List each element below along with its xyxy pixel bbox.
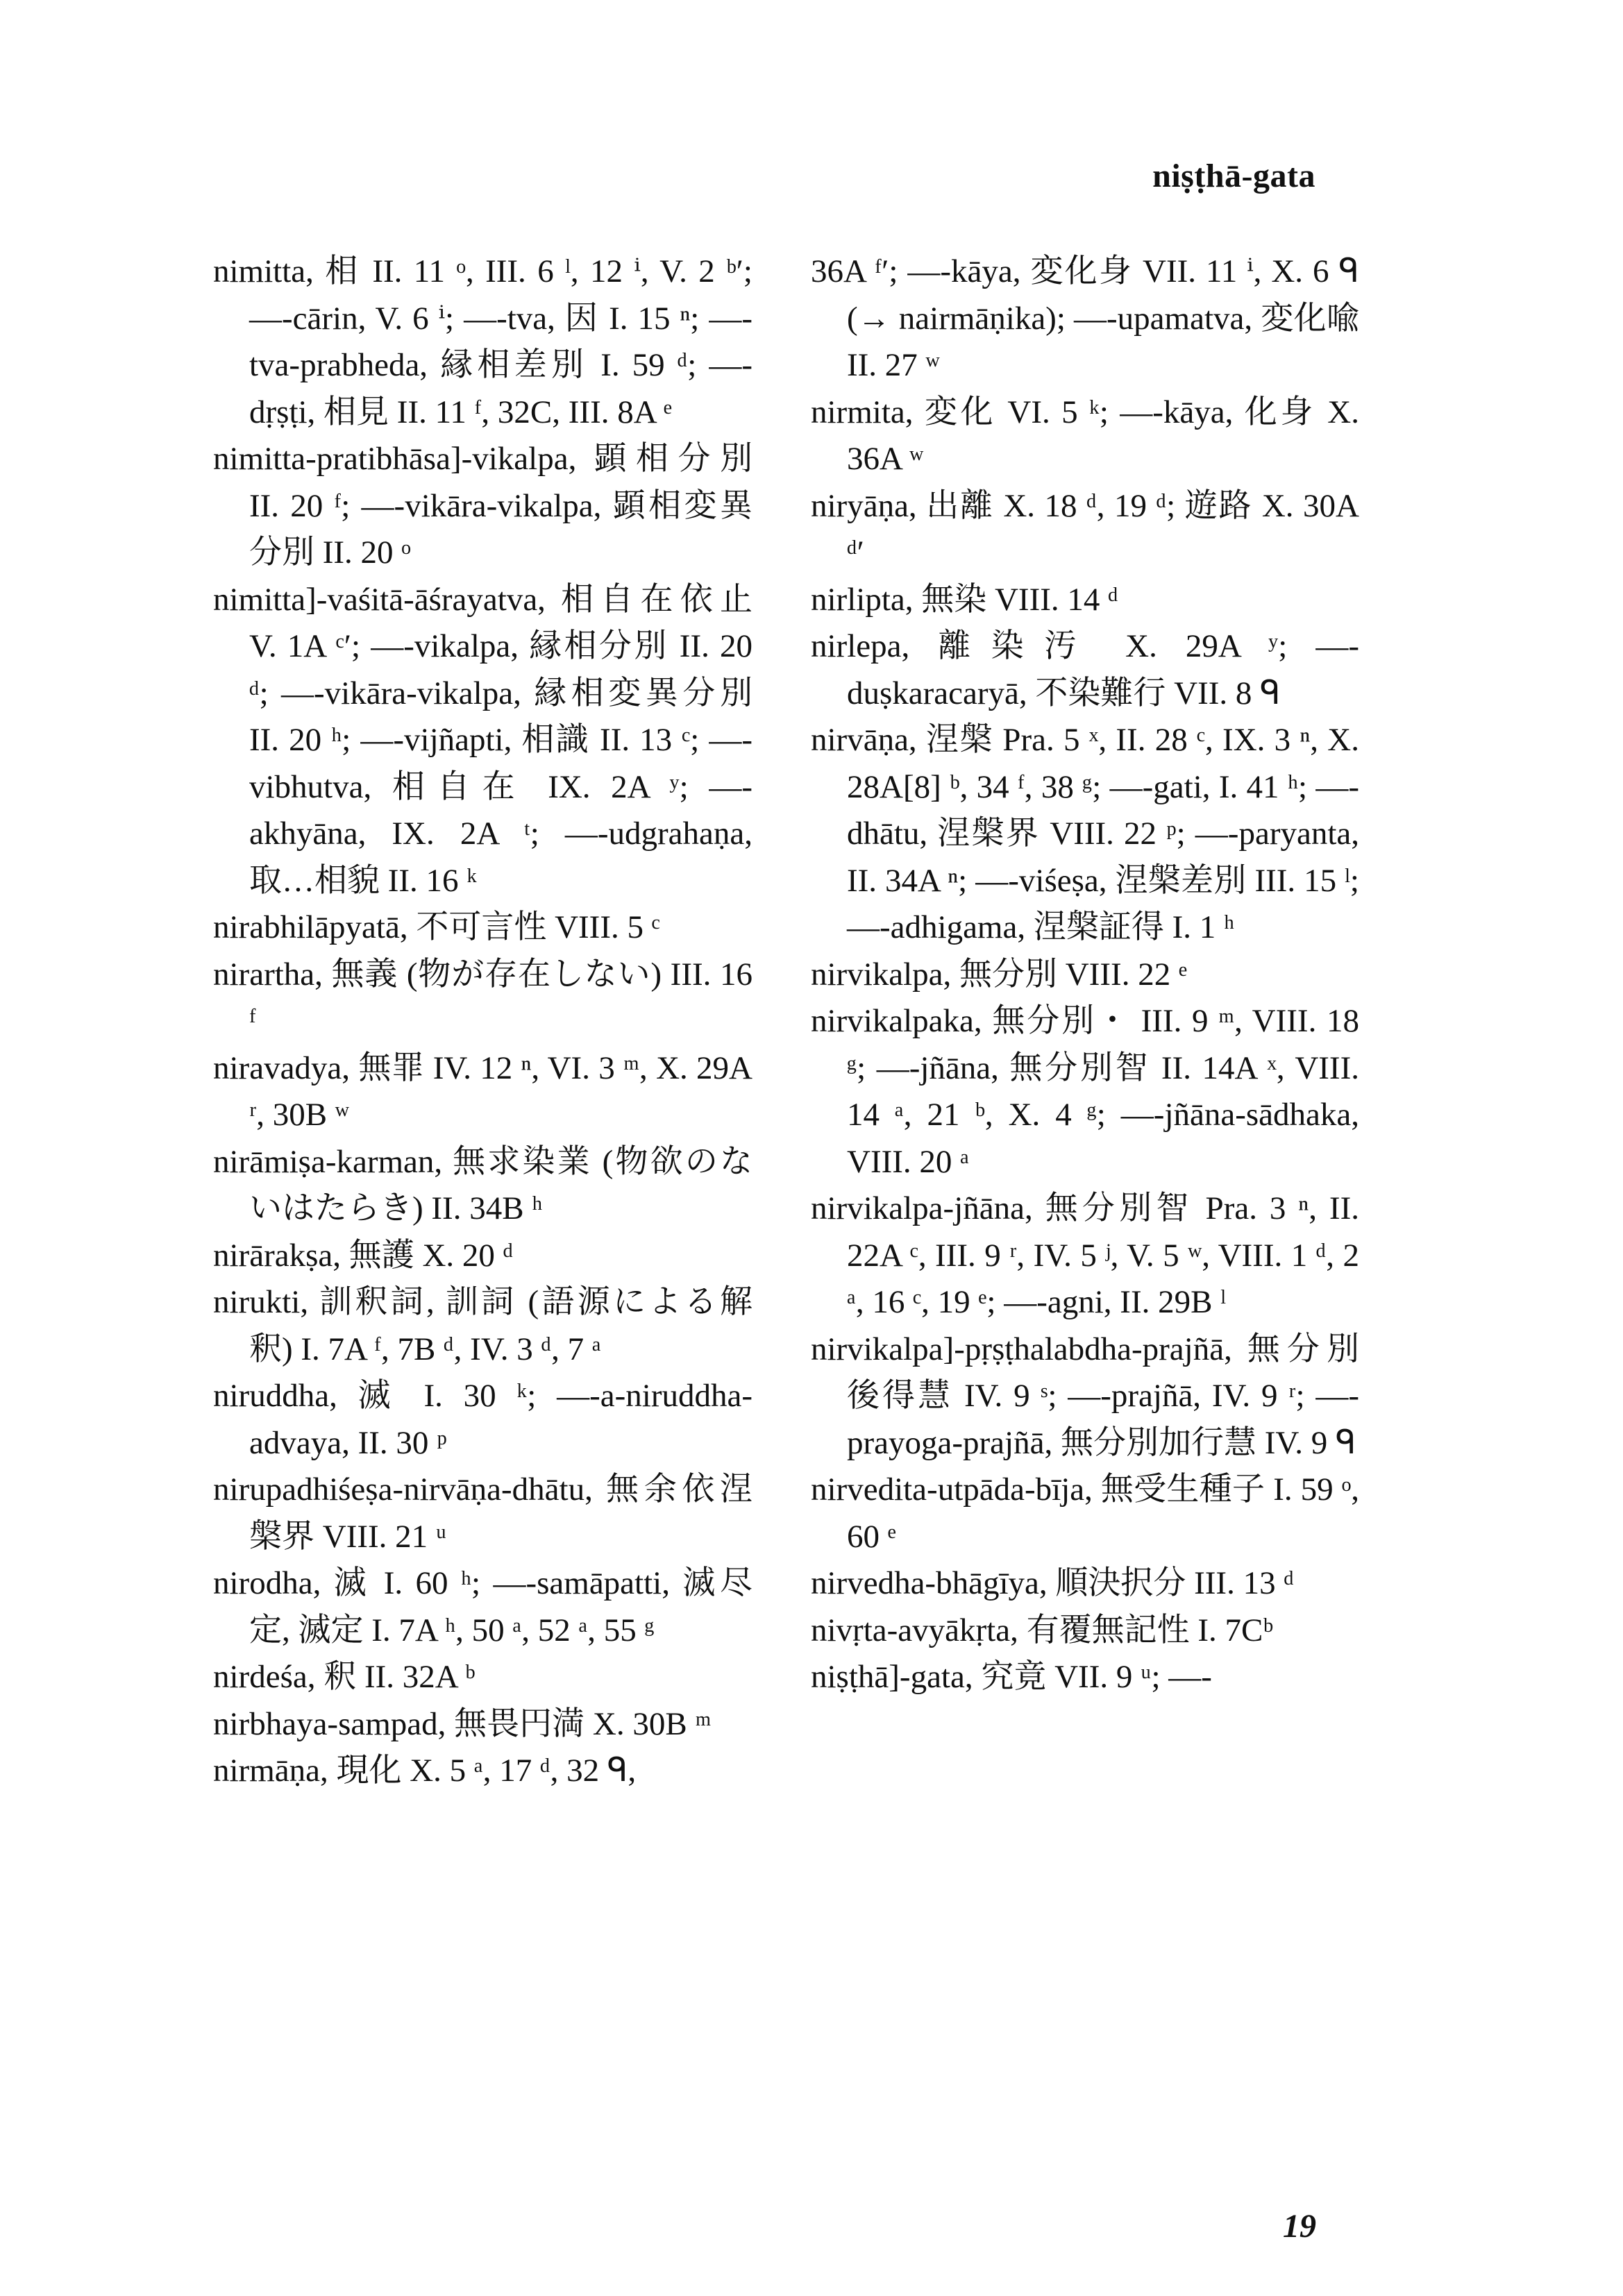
page-number: 19: [1283, 2208, 1316, 2245]
entry-nirukti: nirukti, 訓釈詞, 訓詞 (語源による解釈) I. 7A ᶠ, 7B ᵈ, IV. 3 ᵈ, 7 ᵃ: [213, 1284, 752, 1367]
entry-nimitta-pratibhasa: nimitta-pratibhāsa]-vikalpa, 顕相分別 II. 20 ᶠ; —-vikāra-vikalpa, 顕相変異分別 II. 20 ᵒ: [213, 441, 752, 571]
entry-nirabhilapyata: nirabhilāpyatā, 不可言性 VIII. 5 ᶜ: [213, 909, 660, 945]
right-column: [811, 248, 1359, 1701]
entry-niryana: niryāṇa, 出離 X. 18 ᵈ, 19 ᵈ; 遊路 X. 30A ᵈ′: [811, 487, 1359, 571]
entry-niramisa-karman: nirāmiṣa-karman, 無求染業 (物欲のないはたらき) II. 34B ʰ: [213, 1143, 752, 1226]
entry-nirvikalpaka: nirvikalpaka, 無分別・ III. 9 ᵐ, VIII. 18 ᵍ; —-jñāna, 無分別智 II. 14A ˣ, VIII. 14 ᵃ, 21 ᵇ, X. 4 ᵍ; —-jñāna-sādhaka, VIII. 20 ᵃ: [811, 1003, 1359, 1180]
entry-nirvikalpa-prsthalabdha: nirvikalpa]-pṛṣṭhalabdha-prajñā, 無分別後得慧 IV. 9 ˢ; —-prajñā, IV. 9 ʳ; —-prayoga-prajñā, 無分別加行慧 IV. 9 ᑫ: [811, 1331, 1359, 1461]
entry-nirvedita-utpada-bija: nirvedita-utpāda-bīja, 無受生種子 I. 59 ᵒ, 60 ᵉ: [811, 1471, 1359, 1555]
entry-niruddha: niruddha, 滅 I. 30 ᵏ; —-a-niruddha-advaya, II. 30 ᵖ: [213, 1378, 752, 1461]
entry-nirvikalpa-jnana: nirvikalpa-jñāna, 無分別智 Pra. 3 ⁿ, II. 22A ᶜ, III. 9 ʳ, IV. 5 ʲ, V. 5 ʷ, VIII. 1 ᵈ, 2 ᵃ, 16 ᶜ, 19 ᵉ; —-agni, II. 29B ˡ: [811, 1190, 1359, 1320]
entry-nirupadhisesa: nirupadhiśeṣa-nirvāṇa-dhātu, 無余依涅槃界 VIII. 21 ᵘ: [213, 1471, 752, 1555]
entry-nistha-gata: niṣṭhā]-gata, 究竟 VII. 9 ᵘ; —-: [811, 1659, 1212, 1695]
running-head: niṣṭhā-gata: [1152, 158, 1315, 194]
entry-nirartha: nirartha, 無義 (物が存在しない) III. 16 ᶠ: [213, 956, 752, 1039]
entry-nivrta-avyakrta: nivṛta-avyākṛta, 有覆無記性 I. 7Cᵇ: [811, 1612, 1273, 1648]
entry-nirlipta: nirlipta, 無染 VIII. 14 ᵈ: [811, 581, 1118, 618]
entry-nirdesa: nirdeśa, 釈 II. 32A ᵇ: [213, 1659, 476, 1695]
entry-nirvikalpa: nirvikalpa, 無分別 VIII. 22 ᵉ: [811, 956, 1187, 993]
entry-nirlepa: nirlepa, 離染汚 X. 29A ʸ; —-duṣkaracaryā, 不染難行 VII. 8 ᑫ: [811, 628, 1359, 711]
entry-nirodha: nirodha, 滅 I. 60 ʰ; —-samāpatti, 滅尽定, 滅定 I. 7A ʰ, 50 ᵃ, 52 ᵃ, 55 ᵍ: [213, 1565, 752, 1648]
entry-nimitta-vasita: nimitta]-vaśitā-āśrayatva, 相自在依止 V. 1A ᶜ′; —-vikalpa, 縁相分別 II. 20 ᵈ; —-vikāra-vikalpa, 縁相変異分別 II. 20 ʰ; —-vijñapti, 相識 II. 13 ᶜ; —-vibhutva, 相自在 IX. 2A ʸ; —-akhyāna, IX. 2A ᵗ; —-udgrahaṇa, 取…相貌 II. 16 ᵏ: [213, 581, 752, 899]
entry-nirvedha-bhagiya: nirvedha-bhāgīya, 順決択分 III. 13 ᵈ: [811, 1565, 1294, 1601]
entry-nirbhaya-sampad: nirbhaya-sampad, 無畏円満 X. 30B ᵐ: [213, 1705, 712, 1742]
entry-niravadya: niravadya, 無罪 IV. 12 ⁿ, VI. 3 ᵐ, X. 29A ʳ, 30B ʷ: [213, 1049, 752, 1133]
entry-nirvana: nirvāṇa, 涅槃 Pra. 5 ˣ, II. 28 ᶜ, IX. 3 ⁿ, X. 28A[8] ᵇ, 34 ᶠ, 38 ᵍ; —-gati, I. 41 ʰ; —-dhātu, 涅槃界 VIII. 22 ᵖ; —-paryanta, II. 34A ⁿ; —-viśeṣa, 涅槃差別 III. 15 ˡ; —-adhigama, 涅槃証得 I. 1 ʰ: [811, 722, 1359, 945]
left-column: [213, 248, 752, 1795]
entry-nirmana: nirmāṇa, 現化 X. 5 ᵃ, 17 ᵈ, 32 ᑫ,: [213, 1753, 637, 1789]
entry-nirmana-cont: 36A ᶠ′; —-kāya, 変化身 VII. 11 ⁱ, X. 6 ᑫ (→ nairmāṇika); —-upamatva, 変化喩 II. 27 ʷ: [811, 253, 1359, 383]
entry-nirmita: nirmita, 変化 VI. 5 ᵏ; —-kāya, 化身 X. 36A ʷ: [811, 394, 1359, 477]
entry-niraraksa: nirārakṣa, 無護 X. 20 ᵈ: [213, 1237, 514, 1274]
entry-nimitta: nimitta, 相 II. 11 ᵒ, III. 6 ˡ, 12 ⁱ, V. 2 ᵇ′; —-cārin, V. 6 ⁱ; —-tva, 因 I. 15 ⁿ; —-tva-prabheda, 縁相差別 I. 59 ᵈ; —-dṛṣṭi, 相見 II. 11 ᶠ, 32C, III. 8A ᵉ: [213, 253, 752, 430]
